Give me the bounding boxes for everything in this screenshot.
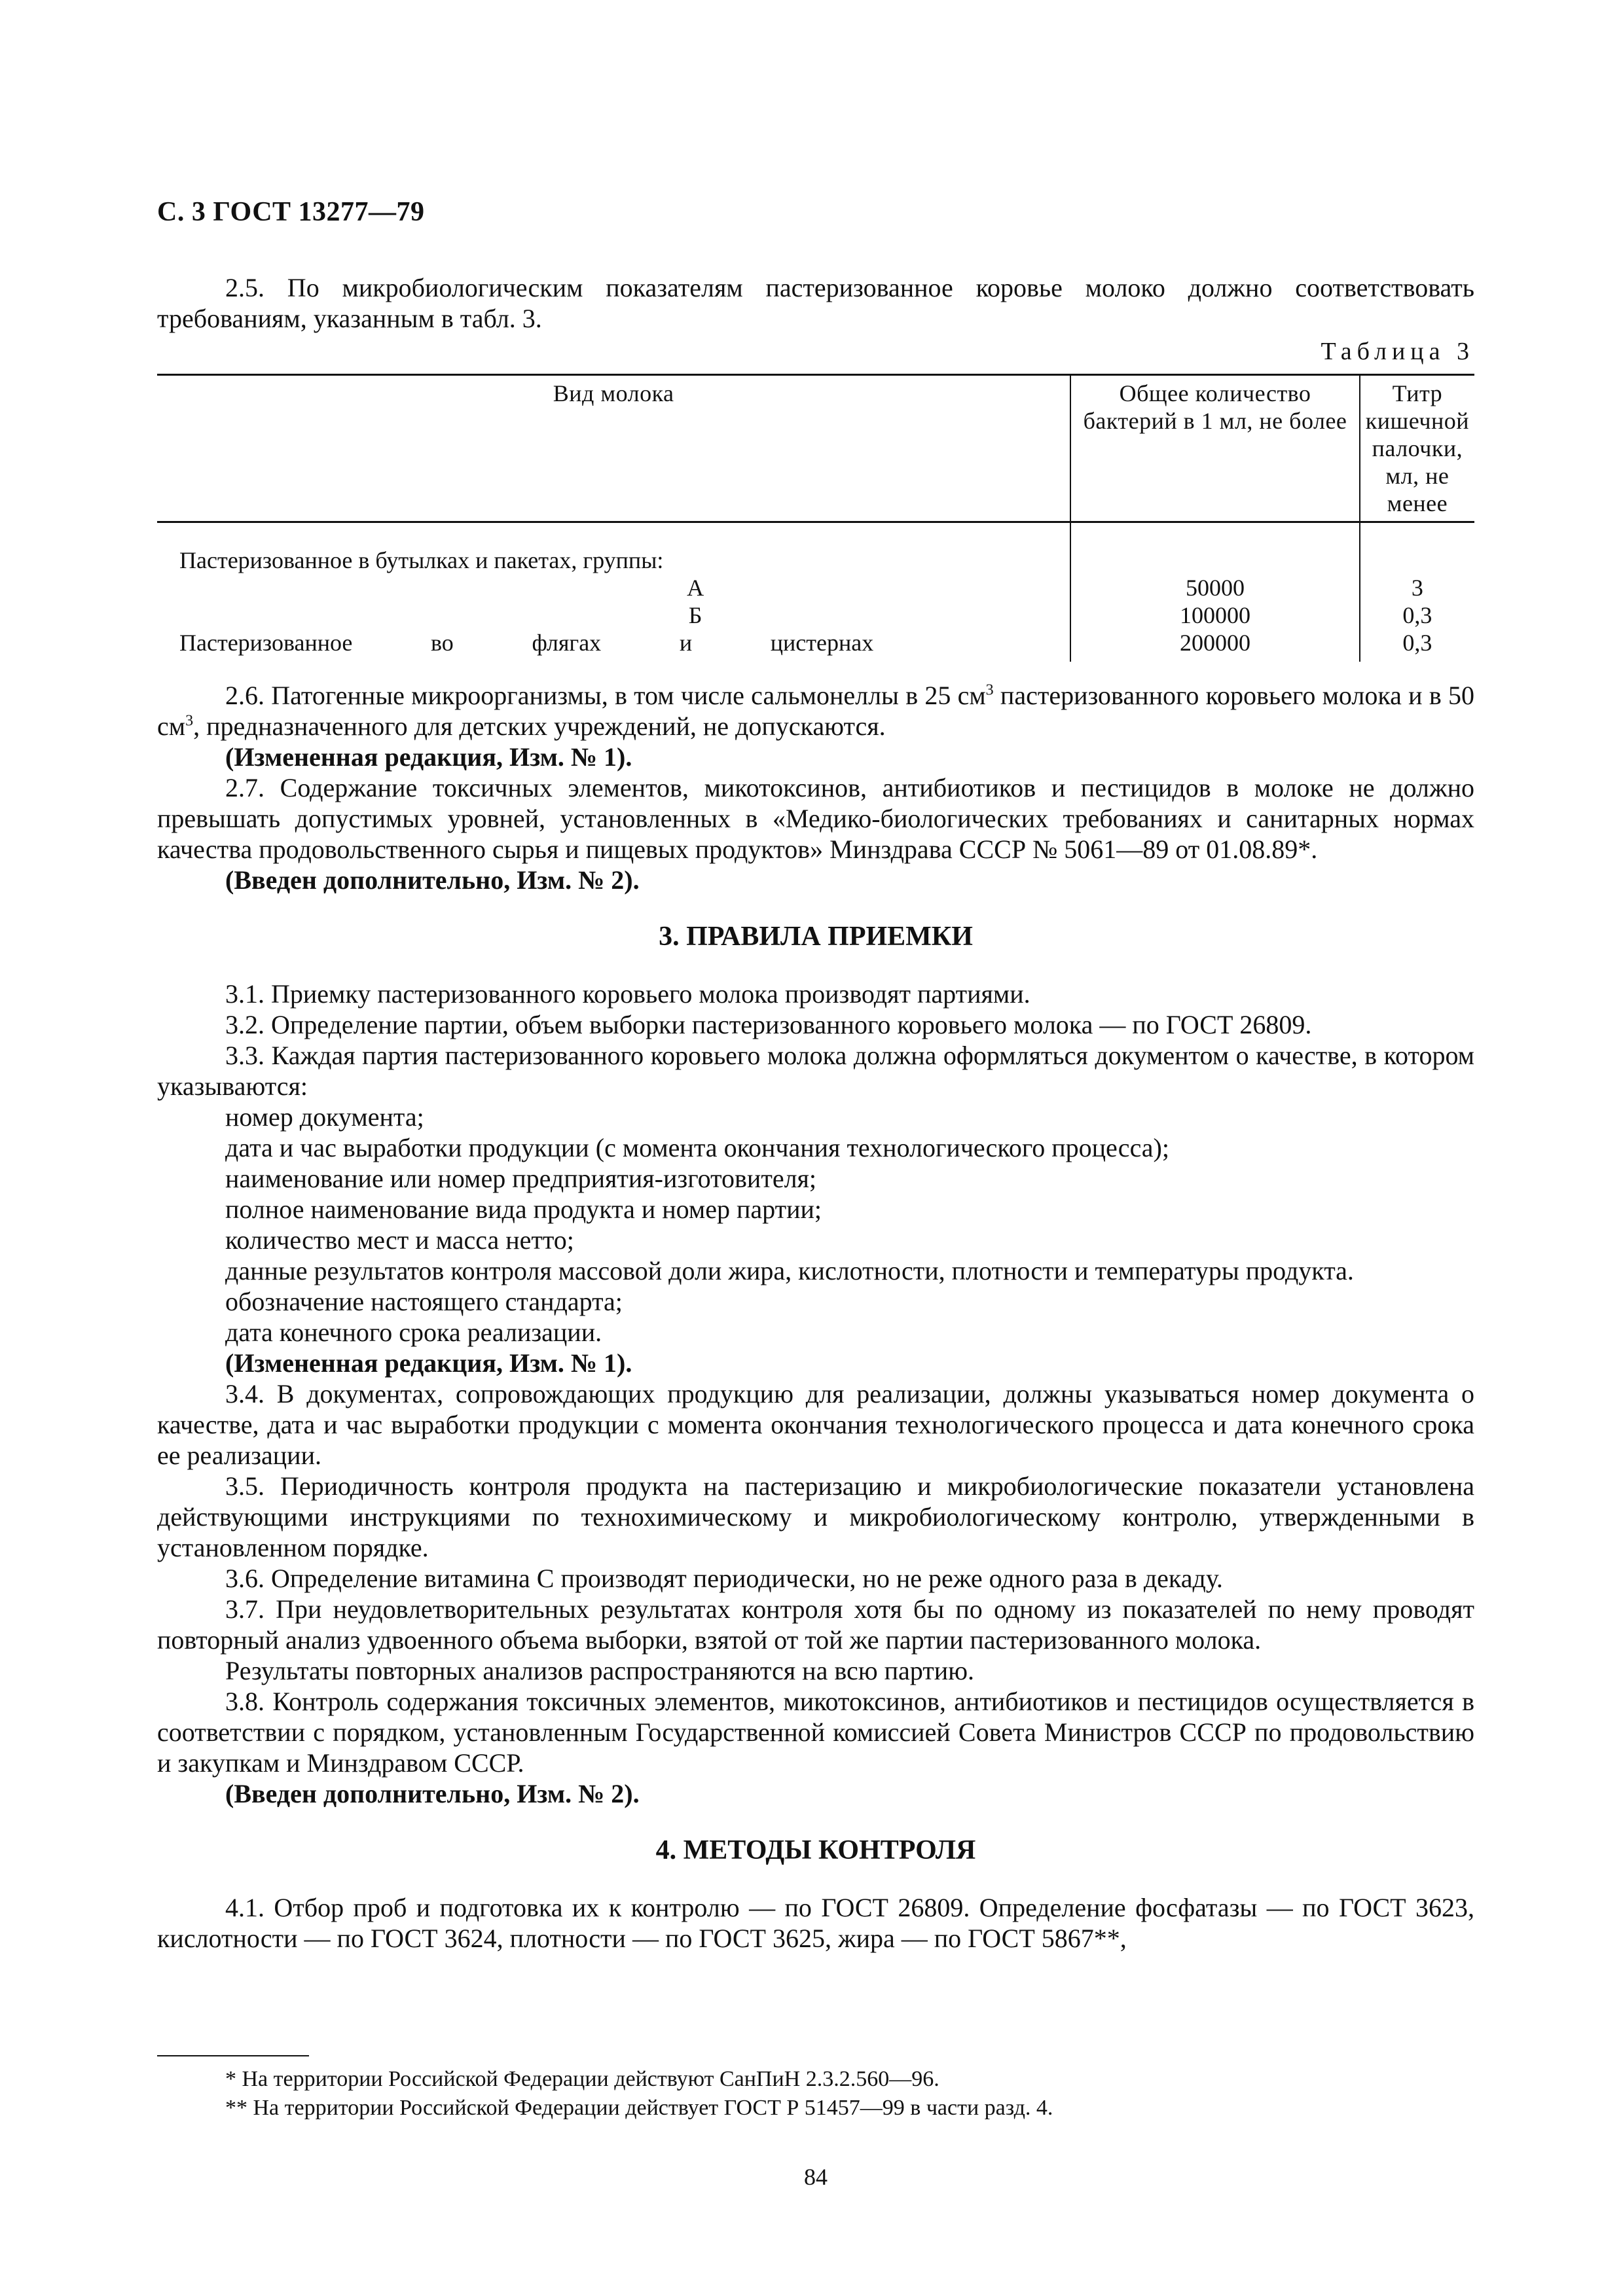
list-item: полное наименование вида продукта и номер партии;: [225, 1194, 822, 1224]
list-item: номер документа;: [225, 1102, 424, 1132]
table-cell-bacteria: 200000: [1070, 629, 1360, 662]
paragraph-3-7: 3.7. При неудовлетворительных результатах контроля хотя бы по одному из показателей по нему проводят повторный анализ удвоенного объема выборки, взятой от той же партии пастеризованного молока.: [157, 1594, 1474, 1655]
paragraph-3-3: 3.3. Каждая партия пастеризованного коровьего молока должна оформляться документом о качестве, в котором указываются:: [157, 1041, 1474, 1101]
table-row: [157, 522, 1474, 575]
table-header-bacteria: Общее количество бактерий в 1 мл, не более: [1070, 375, 1360, 522]
amendment-note: (Введен дополнительно, Изм. № 2).: [225, 1779, 640, 1808]
table-row: [157, 574, 1474, 601]
table-header-titr: Титр кишечной палочки, мл, не менее: [1360, 375, 1474, 522]
table-cell-bacteria: 100000: [1070, 601, 1360, 629]
amendment-note: (Измененная редакция, Изм. № 1).: [225, 1348, 632, 1378]
table-group-label: Пастеризованное в бутылках и пакетах, группы:: [179, 547, 664, 573]
running-head: С. 3 ГОСТ 13277—79: [157, 197, 425, 227]
table-3: [157, 374, 1474, 662]
body-text: [157, 272, 1474, 1954]
paragraph-3-6: 3.6. Определение витамина С производят периодически, но не реже одного раза в декаду.: [225, 1564, 1223, 1593]
amendment-note: (Введен дополнительно, Изм. № 2).: [225, 865, 640, 895]
list-item: обозначение настоящего стандарта;: [225, 1287, 623, 1316]
paragraph-3-2: 3.2. Определение партии, объем выборки пастеризованного коровьего молока — по ГОСТ 26809.: [225, 1010, 1312, 1039]
document-page: [157, 0, 1474, 2296]
table-cell-name: Пастеризованное во флягах и цистернах: [179, 630, 874, 656]
paragraph-3-5: 3.5. Периодичность контроля продукта на пастеризацию и микробиологические показатели установлена действующими инструкциями по технохимическому и микробиологическому контролю, утвержденными в установленном порядке.: [157, 1471, 1474, 1562]
table-row: [157, 601, 1474, 629]
list-item: количество мест и масса нетто;: [225, 1225, 574, 1255]
table-cell-name: Б: [688, 602, 702, 628]
page-number: 84: [804, 2164, 828, 2190]
paragraph-3-4: 3.4. В документах, сопровождающих продукцию для реализации, должны указываться номер документа о качестве, дата и час выработки продукции с момента окончания технологического процесса и дата конечного срока ее реализации.: [157, 1379, 1474, 1470]
table-caption: Таблица 3: [1321, 338, 1474, 365]
table-cell-titr: 0,3: [1402, 630, 1432, 656]
table-cell-titr: 3: [1411, 575, 1423, 601]
paragraph-2-7: 2.7. Содержание токсичных элементов, микотоксинов, антибиотиков и пестицидов в молоке не должно превышать допустимых уровней, установленных в «Медико-биологических требованиях и санитарных нормах качества продовольственного сырья и пищевых продуктов» Минздрава СССР № 5061—89 от 01.08.89*.: [157, 773, 1474, 864]
list-item: наименование или номер предприятия-изготовителя;: [225, 1164, 817, 1193]
table-row: [157, 629, 1474, 662]
table-header-row: [157, 375, 1474, 522]
footnote-divider: [157, 2055, 309, 2056]
paragraph-4-1: 4.1. Отбор проб и подготовка их к контролю — по ГОСТ 26809. Определение фосфатазы — по ГОСТ 3623, кислотности — по ГОСТ 3624, плотности — по ГОСТ 3625, жира — по ГОСТ 5867**,: [157, 1893, 1474, 1953]
section-title-3: 3. ПРАВИЛА ПРИЕМКИ: [659, 922, 973, 952]
paragraph-3-1: 3.1. Приемку пастеризованного коровьего молока производят партиями.: [225, 979, 1030, 1009]
paragraph-2-5: 2.5. По микробиологическим показателям пастеризованное коровье молоко должно соответствовать требованиям, указанным в табл. 3.: [157, 273, 1474, 333]
table-cell-bacteria: 50000: [1070, 574, 1360, 601]
footnote: * На территории Российской Федерации действуют СанПиН 2.3.2.560—96.: [225, 2067, 939, 2091]
table-header-milk-type: Вид молока: [157, 375, 1070, 522]
list-item: дата конечного срока реализации.: [225, 1318, 602, 1347]
section-title-4: 4. МЕТОДЫ КОНТРОЛЯ: [655, 1835, 976, 1865]
paragraph-2-6: 2.6. Патогенные микроорганизмы, в том числе сальмонеллы в 25 $см^3$ пастеризованного коровьего молока и в 50 $см^3$, предназначенного для детских учреждений, не допускаются.: [157, 681, 1474, 741]
table-cell-titr: 0,3: [1402, 602, 1432, 628]
table-cell-name: А: [687, 575, 704, 601]
footnotes: [225, 2065, 1053, 2123]
list-item: данные результатов контроля массовой доли жира, кислотности, плотности и температуры продукта.: [225, 1256, 1354, 1285]
amendment-note: (Измененная редакция, Изм. № 1).: [225, 742, 632, 772]
paragraph-3-8: 3.8. Контроль содержания токсичных элементов, микотоксинов, антибиотиков и пестицидов осуществляется в соответствии с порядком, установленным Государственной комиссией Совета Министров СССР по продовольствию и закупкам и Минздравом СССР.: [157, 1687, 1474, 1778]
list-item: дата и час выработки продукции (с момента окончания технологического процесса);: [225, 1133, 1169, 1162]
paragraph-3-7-results: Результаты повторных анализов распространяются на всю партию.: [225, 1656, 975, 1685]
footnote: ** На территории Российской Федерации действует ГОСТ Р 51457—99 в части разд. 4.: [225, 2096, 1053, 2120]
